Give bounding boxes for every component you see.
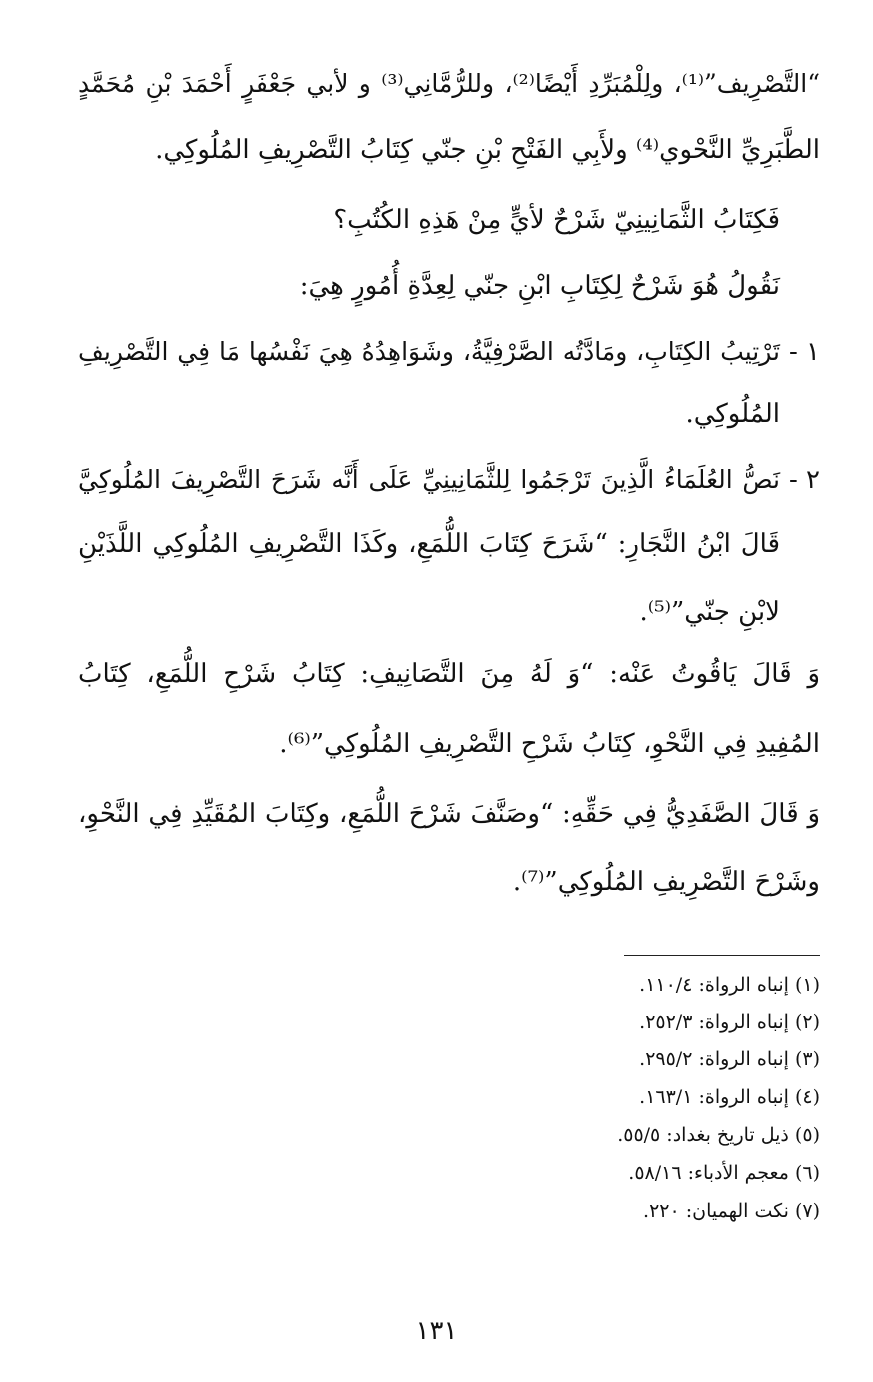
text-line: المُلُوكِي. [685,399,780,429]
text-line: فَكِتَابُ الثَّمَانِينِيّ شَرْحٌ لأيٍّ مِنْ هَذِهِ الكُتُبِ؟ [333,205,780,235]
text-line: وَ قَالَ الصَّفَدِيُّ فِي حَقِّهِ: “وصَنَّفَ شَرْحَ اللُّمَعِ، وكِتَابَ المُقَيِّدِ فِي النَّحْوِ، [78,799,820,829]
footnote: (٢) إنباه الرواة: ٢٥٢/٣. [639,1011,820,1033]
text-line: المُفِيدِ فِي النَّحْوِ، كِتَابُ شَرْحِ التَّصْرِيفِ المُلُوكِي”⁽⁶⁾. [279,729,820,759]
list-number: ١ - [788,337,820,367]
text-line: نَقُولُ هُوَ شَرْحٌ لِكِتَابِ ابْنِ جنّي لِعِدَّةِ أُمُورٍ هِيَ: [299,271,780,301]
footnote-separator [624,955,820,956]
text-line: لابْنِ جنّي”⁽⁵⁾. [639,597,780,627]
page-number: ١٣١ [415,1316,458,1346]
footnote: (١) إنباه الرواة: ١١٠/٤. [639,974,820,996]
text-line: نَصُّ العُلَمَاءُ الَّذِينَ تَرْجَمُوا لِلثَّمَانِينِيِّ عَلَى أَنَّه شَرَحَ التَّصْرِيفَ المُلُوكِيَّ [78,465,780,494]
text-line: تَرْتِيبُ الكِتَابِ، ومَادَّتُه الصَّرْفِيَّةُ، وشَوَاهِدُهُ هِيَ نَفْسُها مَا فِي التَّصْرِيفِ [78,337,780,366]
footnote: (٧) نكت الهميان: ٢٢٠. [643,1200,820,1222]
text-line: قَالَ ابْنُ النَّجَارِ: “شَرَحَ كِتَابَ اللُّمَعِ، وكَذَا التَّصْرِيفِ المُلُوكِي اللَّذَيْنِ [78,529,780,559]
footnote: (٣) إنباه الرواة: ٢٩٥/٢. [639,1048,820,1070]
text-line: وشَرْحَ التَّصْرِيفِ المُلُوكِي”⁽⁷⁾. [512,867,820,897]
footnote: (٤) إنباه الرواة: ١٦٣/١. [639,1086,820,1108]
text-line: الطَّبَرِيِّ النَّحْوي⁽⁴⁾ ولأَبِي الفَتْحِ بْنِ جنّي كِتَابُ التَّصْرِيفِ المُلُوكِي. [155,135,820,165]
text-line: وَ قَالَ يَاقُوتُ عَنْه: “وَ لَهُ مِنَ التَّصَانِيفِ: كِتَابُ شَرْحِ اللُّمَعِ، كِتَابُ [78,659,820,689]
text-line: “التَّصْرِيف”⁽¹⁾، ولِلْمُبَرِّدِ أَيْضًا⁽²⁾، وللرُّمَّانِي⁽³⁾ و لأبي جَعْفَرٍ أَحْمَدَ بْنِ مُحَمَّدٍ [78,69,820,98]
list-number: ٢ - [788,465,820,495]
footnote: (٦) معجم الأدباء: ٥٨/١٦. [628,1162,820,1184]
footnote: (٥) ذيل تاريخ بغداد: ٥٥/٥. [617,1124,820,1146]
